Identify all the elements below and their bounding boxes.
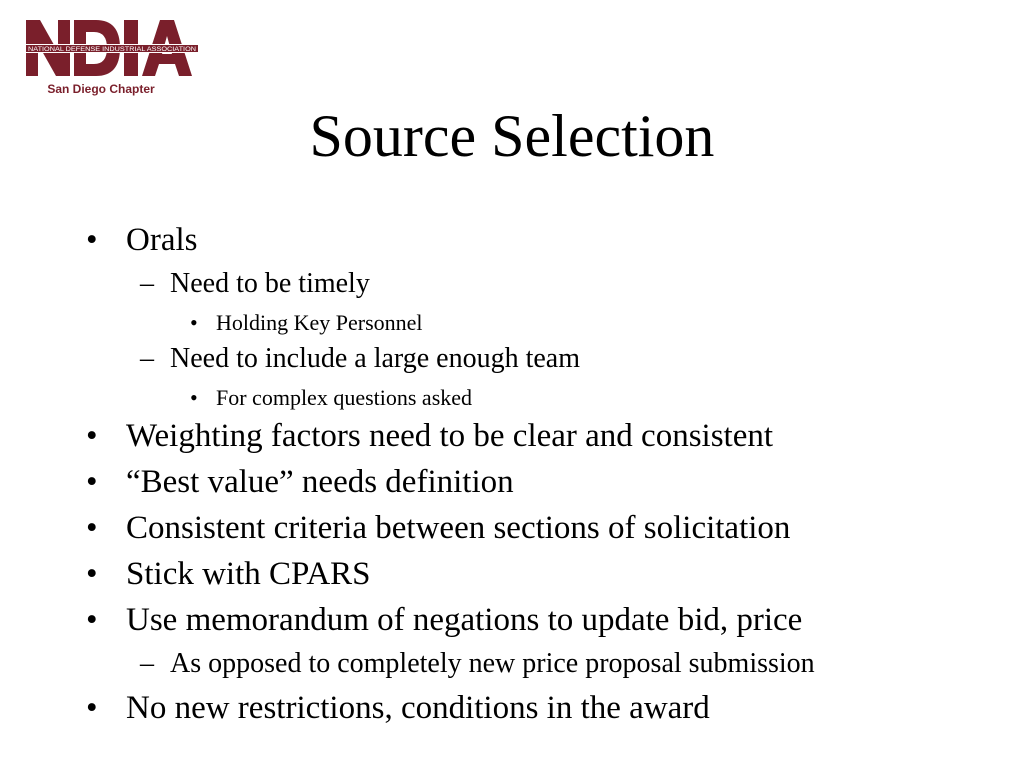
dash-marker: – bbox=[140, 268, 154, 299]
bullet-marker: • bbox=[190, 385, 198, 410]
bullet-text: No new restrictions, conditions in the award bbox=[126, 690, 710, 726]
bullet-marker: • bbox=[86, 690, 98, 726]
sub-sub-bullet-text: For complex questions asked bbox=[216, 385, 473, 410]
bullet-text: Use memorandum of negations to update bid, price bbox=[126, 602, 803, 638]
bullet-text: “Best value” needs definition bbox=[126, 464, 514, 500]
bullet-text: Weighting factors need to be clear and consistent bbox=[126, 418, 774, 454]
logo-chapter-text: San Diego Chapter bbox=[47, 82, 155, 96]
slide-title: Source Selection bbox=[309, 103, 715, 169]
logo-association-text: NATIONAL DEFENSE INDUSTRIAL ASSOCIATION bbox=[28, 47, 196, 53]
bullet-marker: • bbox=[86, 418, 98, 454]
bullet-text: Stick with CPARS bbox=[126, 556, 371, 592]
dash-marker: – bbox=[140, 648, 154, 679]
sub-bullet-text: Need to be timely bbox=[170, 268, 370, 299]
bullet-marker: • bbox=[86, 464, 98, 500]
dash-marker: – bbox=[140, 343, 154, 374]
bullet-marker: • bbox=[86, 222, 98, 258]
bullet-marker: • bbox=[190, 310, 198, 335]
bullet-text: Orals bbox=[126, 222, 198, 258]
sub-bullet-text: Need to include a large enough team bbox=[170, 343, 580, 374]
bullet-marker: • bbox=[86, 602, 98, 638]
sub-bullet-text: As opposed to completely new price proposal submission bbox=[170, 648, 815, 679]
bullet-marker: • bbox=[86, 510, 98, 546]
sub-sub-bullet-text: Holding Key Personnel bbox=[216, 310, 423, 335]
bullet-text: Consistent criteria between sections of solicitation bbox=[126, 510, 791, 546]
bullet-marker: • bbox=[86, 556, 98, 592]
